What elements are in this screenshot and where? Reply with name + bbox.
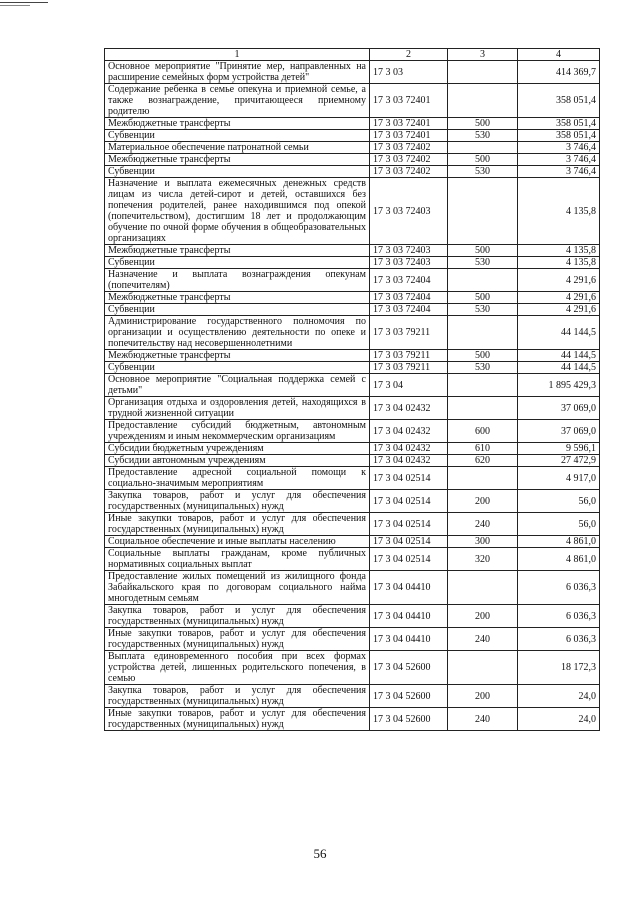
row-amount-cell: 27 472,9 bbox=[518, 455, 600, 467]
row-code-cell: 17 3 04 02514 bbox=[370, 490, 448, 513]
row-amount-cell: 358 051,4 bbox=[518, 130, 600, 142]
row-amount-cell: 44 144,5 bbox=[518, 362, 600, 374]
row-name-cell: Основное мероприятие "Принятие мер, направленных на расширение семейных форм устройства детей" bbox=[105, 61, 370, 84]
table-row bbox=[105, 269, 600, 292]
row-type-cell: 500 bbox=[448, 154, 518, 166]
table-row bbox=[105, 178, 600, 245]
row-code-cell: 17 3 03 72404 bbox=[370, 304, 448, 316]
row-name-cell: Иные закупки товаров, работ и услуг для обеспечения государственных (муниципальных) нужд bbox=[105, 628, 370, 651]
table-row bbox=[105, 118, 600, 130]
row-name-cell: Назначение и выплата вознаграждения опекунам (попечителям) bbox=[105, 269, 370, 292]
table-row bbox=[105, 130, 600, 142]
row-amount-cell: 3 746,4 bbox=[518, 142, 600, 154]
row-amount-cell: 4 917,0 bbox=[518, 467, 600, 490]
row-amount-cell: 6 036,3 bbox=[518, 571, 600, 605]
table-row bbox=[105, 245, 600, 257]
row-name-cell: Субвенции bbox=[105, 166, 370, 178]
row-code-cell: 17 3 03 72402 bbox=[370, 166, 448, 178]
row-name-cell: Межбюджетные трансферты bbox=[105, 154, 370, 166]
row-type-cell: 500 bbox=[448, 118, 518, 130]
row-name-cell: Субсидии бюджетным учреждениям bbox=[105, 443, 370, 455]
row-amount-cell: 44 144,5 bbox=[518, 350, 600, 362]
row-name-cell: Социальное обеспечение и иные выплаты населению bbox=[105, 536, 370, 548]
row-code-cell: 17 3 04 02432 bbox=[370, 397, 448, 420]
row-amount-cell: 4 291,6 bbox=[518, 304, 600, 316]
table-row bbox=[105, 628, 600, 651]
table-row bbox=[105, 142, 600, 154]
table-row bbox=[105, 316, 600, 350]
row-code-cell: 17 3 04 02432 bbox=[370, 443, 448, 455]
row-code-cell: 17 3 03 72402 bbox=[370, 154, 448, 166]
row-name-cell: Предоставление жилых помещений из жилищного фонда Забайкальского края по договорам социального найма многодетным семьям bbox=[105, 571, 370, 605]
row-amount-cell: 3 746,4 bbox=[518, 154, 600, 166]
row-type-cell bbox=[448, 61, 518, 84]
row-code-cell: 17 3 03 72402 bbox=[370, 142, 448, 154]
row-name-cell: Субсидии автономным учреждениям bbox=[105, 455, 370, 467]
row-type-cell: 500 bbox=[448, 350, 518, 362]
row-code-cell: 17 3 03 79211 bbox=[370, 362, 448, 374]
column-header: 2 bbox=[370, 49, 448, 61]
row-type-cell: 530 bbox=[448, 166, 518, 178]
row-name-cell: Иные закупки товаров, работ и услуг для обеспечения государственных (муниципальных) нужд bbox=[105, 513, 370, 536]
table-row bbox=[105, 350, 600, 362]
row-code-cell: 17 3 03 72401 bbox=[370, 118, 448, 130]
row-type-cell: 200 bbox=[448, 605, 518, 628]
row-type-cell: 530 bbox=[448, 130, 518, 142]
row-type-cell: 320 bbox=[448, 548, 518, 571]
row-name-cell: Предоставление субсидий бюджетным, автономным учреждениям и иным некоммерческим организациям bbox=[105, 420, 370, 443]
row-code-cell: 17 3 03 72401 bbox=[370, 130, 448, 142]
page-number: 56 bbox=[313, 846, 327, 861]
row-type-cell bbox=[448, 651, 518, 685]
table-row bbox=[105, 513, 600, 536]
row-type-cell: 300 bbox=[448, 536, 518, 548]
table-row bbox=[105, 257, 600, 269]
row-name-cell: Закупка товаров, работ и услуг для обеспечения государственных (муниципальных) нужд bbox=[105, 685, 370, 708]
table-row bbox=[105, 605, 600, 628]
row-code-cell: 17 3 04 52600 bbox=[370, 685, 448, 708]
row-amount-cell: 37 069,0 bbox=[518, 420, 600, 443]
table-row bbox=[105, 708, 600, 731]
row-name-cell: Межбюджетные трансферты bbox=[105, 292, 370, 304]
table-row bbox=[105, 304, 600, 316]
table-row bbox=[105, 362, 600, 374]
row-code-cell: 17 3 04 bbox=[370, 374, 448, 397]
row-code-cell: 17 3 03 79211 bbox=[370, 350, 448, 362]
table-row bbox=[105, 685, 600, 708]
row-code-cell: 17 3 03 bbox=[370, 61, 448, 84]
row-name-cell: Иные закупки товаров, работ и услуг для обеспечения государственных (муниципальных) нужд bbox=[105, 708, 370, 731]
row-name-cell: Основное мероприятие "Социальная поддержка семей с детьми" bbox=[105, 374, 370, 397]
row-name-cell: Субвенции bbox=[105, 362, 370, 374]
table-row bbox=[105, 548, 600, 571]
row-name-cell: Межбюджетные трансферты bbox=[105, 350, 370, 362]
row-name-cell: Межбюджетные трансферты bbox=[105, 245, 370, 257]
row-type-cell: 240 bbox=[448, 628, 518, 651]
row-amount-cell: 4 135,8 bbox=[518, 257, 600, 269]
row-code-cell: 17 3 03 72403 bbox=[370, 178, 448, 245]
table-row bbox=[105, 443, 600, 455]
row-amount-cell: 24,0 bbox=[518, 685, 600, 708]
row-amount-cell: 1 895 429,3 bbox=[518, 374, 600, 397]
row-code-cell: 17 3 04 02432 bbox=[370, 455, 448, 467]
row-amount-cell: 358 051,4 bbox=[518, 118, 600, 130]
column-header: 4 bbox=[518, 49, 600, 61]
row-code-cell: 17 3 03 72403 bbox=[370, 245, 448, 257]
row-type-cell: 500 bbox=[448, 245, 518, 257]
row-code-cell: 17 3 04 02432 bbox=[370, 420, 448, 443]
row-type-cell: 200 bbox=[448, 685, 518, 708]
row-code-cell: 17 3 03 79211 bbox=[370, 316, 448, 350]
row-type-cell bbox=[448, 316, 518, 350]
row-code-cell: 17 3 03 72401 bbox=[370, 84, 448, 118]
row-amount-cell: 358 051,4 bbox=[518, 84, 600, 118]
row-name-cell: Закупка товаров, работ и услуг для обеспечения государственных (муниципальных) нужд bbox=[105, 605, 370, 628]
row-type-cell bbox=[448, 142, 518, 154]
row-name-cell: Выплата единовременного пособия при всех формах устройства детей, лишенных родительского попечения, в семью bbox=[105, 651, 370, 685]
table-row bbox=[105, 84, 600, 118]
table-row bbox=[105, 490, 600, 513]
row-amount-cell: 4 291,6 bbox=[518, 292, 600, 304]
row-type-cell: 600 bbox=[448, 420, 518, 443]
table-row bbox=[105, 166, 600, 178]
row-name-cell: Субвенции bbox=[105, 257, 370, 269]
row-amount-cell: 44 144,5 bbox=[518, 316, 600, 350]
row-name-cell: Назначение и выплата ежемесячных денежных средств лицам из числа детей-сирот и детей, оставшихся без попечения родителей, ранее находившимся под опекой (попечительством), достигшим 18 лет и продолжающим обучение по очной форме обучения в общеобразовательных организациях bbox=[105, 178, 370, 245]
table-row bbox=[105, 536, 600, 548]
row-type-cell bbox=[448, 397, 518, 420]
table-row bbox=[105, 292, 600, 304]
row-code-cell: 17 3 04 02514 bbox=[370, 536, 448, 548]
row-code-cell: 17 3 03 72404 bbox=[370, 269, 448, 292]
table-row bbox=[105, 61, 600, 84]
row-code-cell: 17 3 03 72404 bbox=[370, 292, 448, 304]
row-name-cell: Социальные выплаты гражданам, кроме публичных нормативных социальных выплат bbox=[105, 548, 370, 571]
row-name-cell: Закупка товаров, работ и услуг для обеспечения государственных (муниципальных) нужд bbox=[105, 490, 370, 513]
row-type-cell: 530 bbox=[448, 304, 518, 316]
row-name-cell: Субвенции bbox=[105, 130, 370, 142]
table-row bbox=[105, 651, 600, 685]
row-type-cell bbox=[448, 374, 518, 397]
row-type-cell: 240 bbox=[448, 513, 518, 536]
row-amount-cell: 4 861,0 bbox=[518, 536, 600, 548]
row-amount-cell: 6 036,3 bbox=[518, 628, 600, 651]
row-type-cell: 610 bbox=[448, 443, 518, 455]
row-amount-cell: 3 746,4 bbox=[518, 166, 600, 178]
row-code-cell: 17 3 04 04410 bbox=[370, 628, 448, 651]
row-code-cell: 17 3 04 02514 bbox=[370, 513, 448, 536]
row-amount-cell: 56,0 bbox=[518, 513, 600, 536]
row-type-cell: 500 bbox=[448, 292, 518, 304]
table-row bbox=[105, 397, 600, 420]
row-name-cell: Материальное обеспечение патронатной семьи bbox=[105, 142, 370, 154]
row-amount-cell: 24,0 bbox=[518, 708, 600, 731]
scan-edge-mark bbox=[0, 5, 30, 6]
row-type-cell: 620 bbox=[448, 455, 518, 467]
row-code-cell: 17 3 04 52600 bbox=[370, 651, 448, 685]
row-name-cell: Межбюджетные трансферты bbox=[105, 118, 370, 130]
row-amount-cell: 6 036,3 bbox=[518, 605, 600, 628]
row-name-cell: Содержание ребенка в семье опекуна и приемной семье, а также вознаграждение, причитающееся приемному родителю bbox=[105, 84, 370, 118]
row-type-cell bbox=[448, 467, 518, 490]
scan-edge-mark bbox=[0, 2, 48, 3]
row-code-cell: 17 3 04 04410 bbox=[370, 605, 448, 628]
column-header: 3 bbox=[448, 49, 518, 61]
row-amount-cell: 56,0 bbox=[518, 490, 600, 513]
table-row bbox=[105, 154, 600, 166]
row-type-cell bbox=[448, 269, 518, 292]
table-row bbox=[105, 467, 600, 490]
row-type-cell: 530 bbox=[448, 257, 518, 269]
row-name-cell: Предоставление адресной социальной помощи к социально-значимым мероприятиям bbox=[105, 467, 370, 490]
table-row bbox=[105, 420, 600, 443]
row-amount-cell: 4 291,6 bbox=[518, 269, 600, 292]
row-amount-cell: 4 861,0 bbox=[518, 548, 600, 571]
row-type-cell: 240 bbox=[448, 708, 518, 731]
row-type-cell: 530 bbox=[448, 362, 518, 374]
row-amount-cell: 37 069,0 bbox=[518, 397, 600, 420]
row-code-cell: 17 3 04 52600 bbox=[370, 708, 448, 731]
row-type-cell bbox=[448, 178, 518, 245]
row-type-cell bbox=[448, 84, 518, 118]
row-code-cell: 17 3 03 72403 bbox=[370, 257, 448, 269]
table-row bbox=[105, 571, 600, 605]
row-code-cell: 17 3 04 02514 bbox=[370, 548, 448, 571]
row-type-cell bbox=[448, 571, 518, 605]
row-amount-cell: 18 172,3 bbox=[518, 651, 600, 685]
table-row bbox=[105, 374, 600, 397]
table-row bbox=[105, 455, 600, 467]
row-amount-cell: 414 369,7 bbox=[518, 61, 600, 84]
row-amount-cell: 4 135,8 bbox=[518, 245, 600, 257]
table-header-row bbox=[105, 49, 600, 61]
row-code-cell: 17 3 04 02514 bbox=[370, 467, 448, 490]
row-name-cell: Администрирование государственного полномочия по организации и осуществлению деятельности по опеке и попечительству над несовершеннолетними bbox=[105, 316, 370, 350]
row-name-cell: Организация отдыха и оздоровления детей, находящихся в трудной жизненной ситуации bbox=[105, 397, 370, 420]
row-code-cell: 17 3 04 04410 bbox=[370, 571, 448, 605]
row-name-cell: Субвенции bbox=[105, 304, 370, 316]
budget-table bbox=[104, 48, 600, 731]
row-amount-cell: 4 135,8 bbox=[518, 178, 600, 245]
row-amount-cell: 9 596,1 bbox=[518, 443, 600, 455]
column-header: 1 bbox=[105, 49, 370, 61]
row-type-cell: 200 bbox=[448, 490, 518, 513]
